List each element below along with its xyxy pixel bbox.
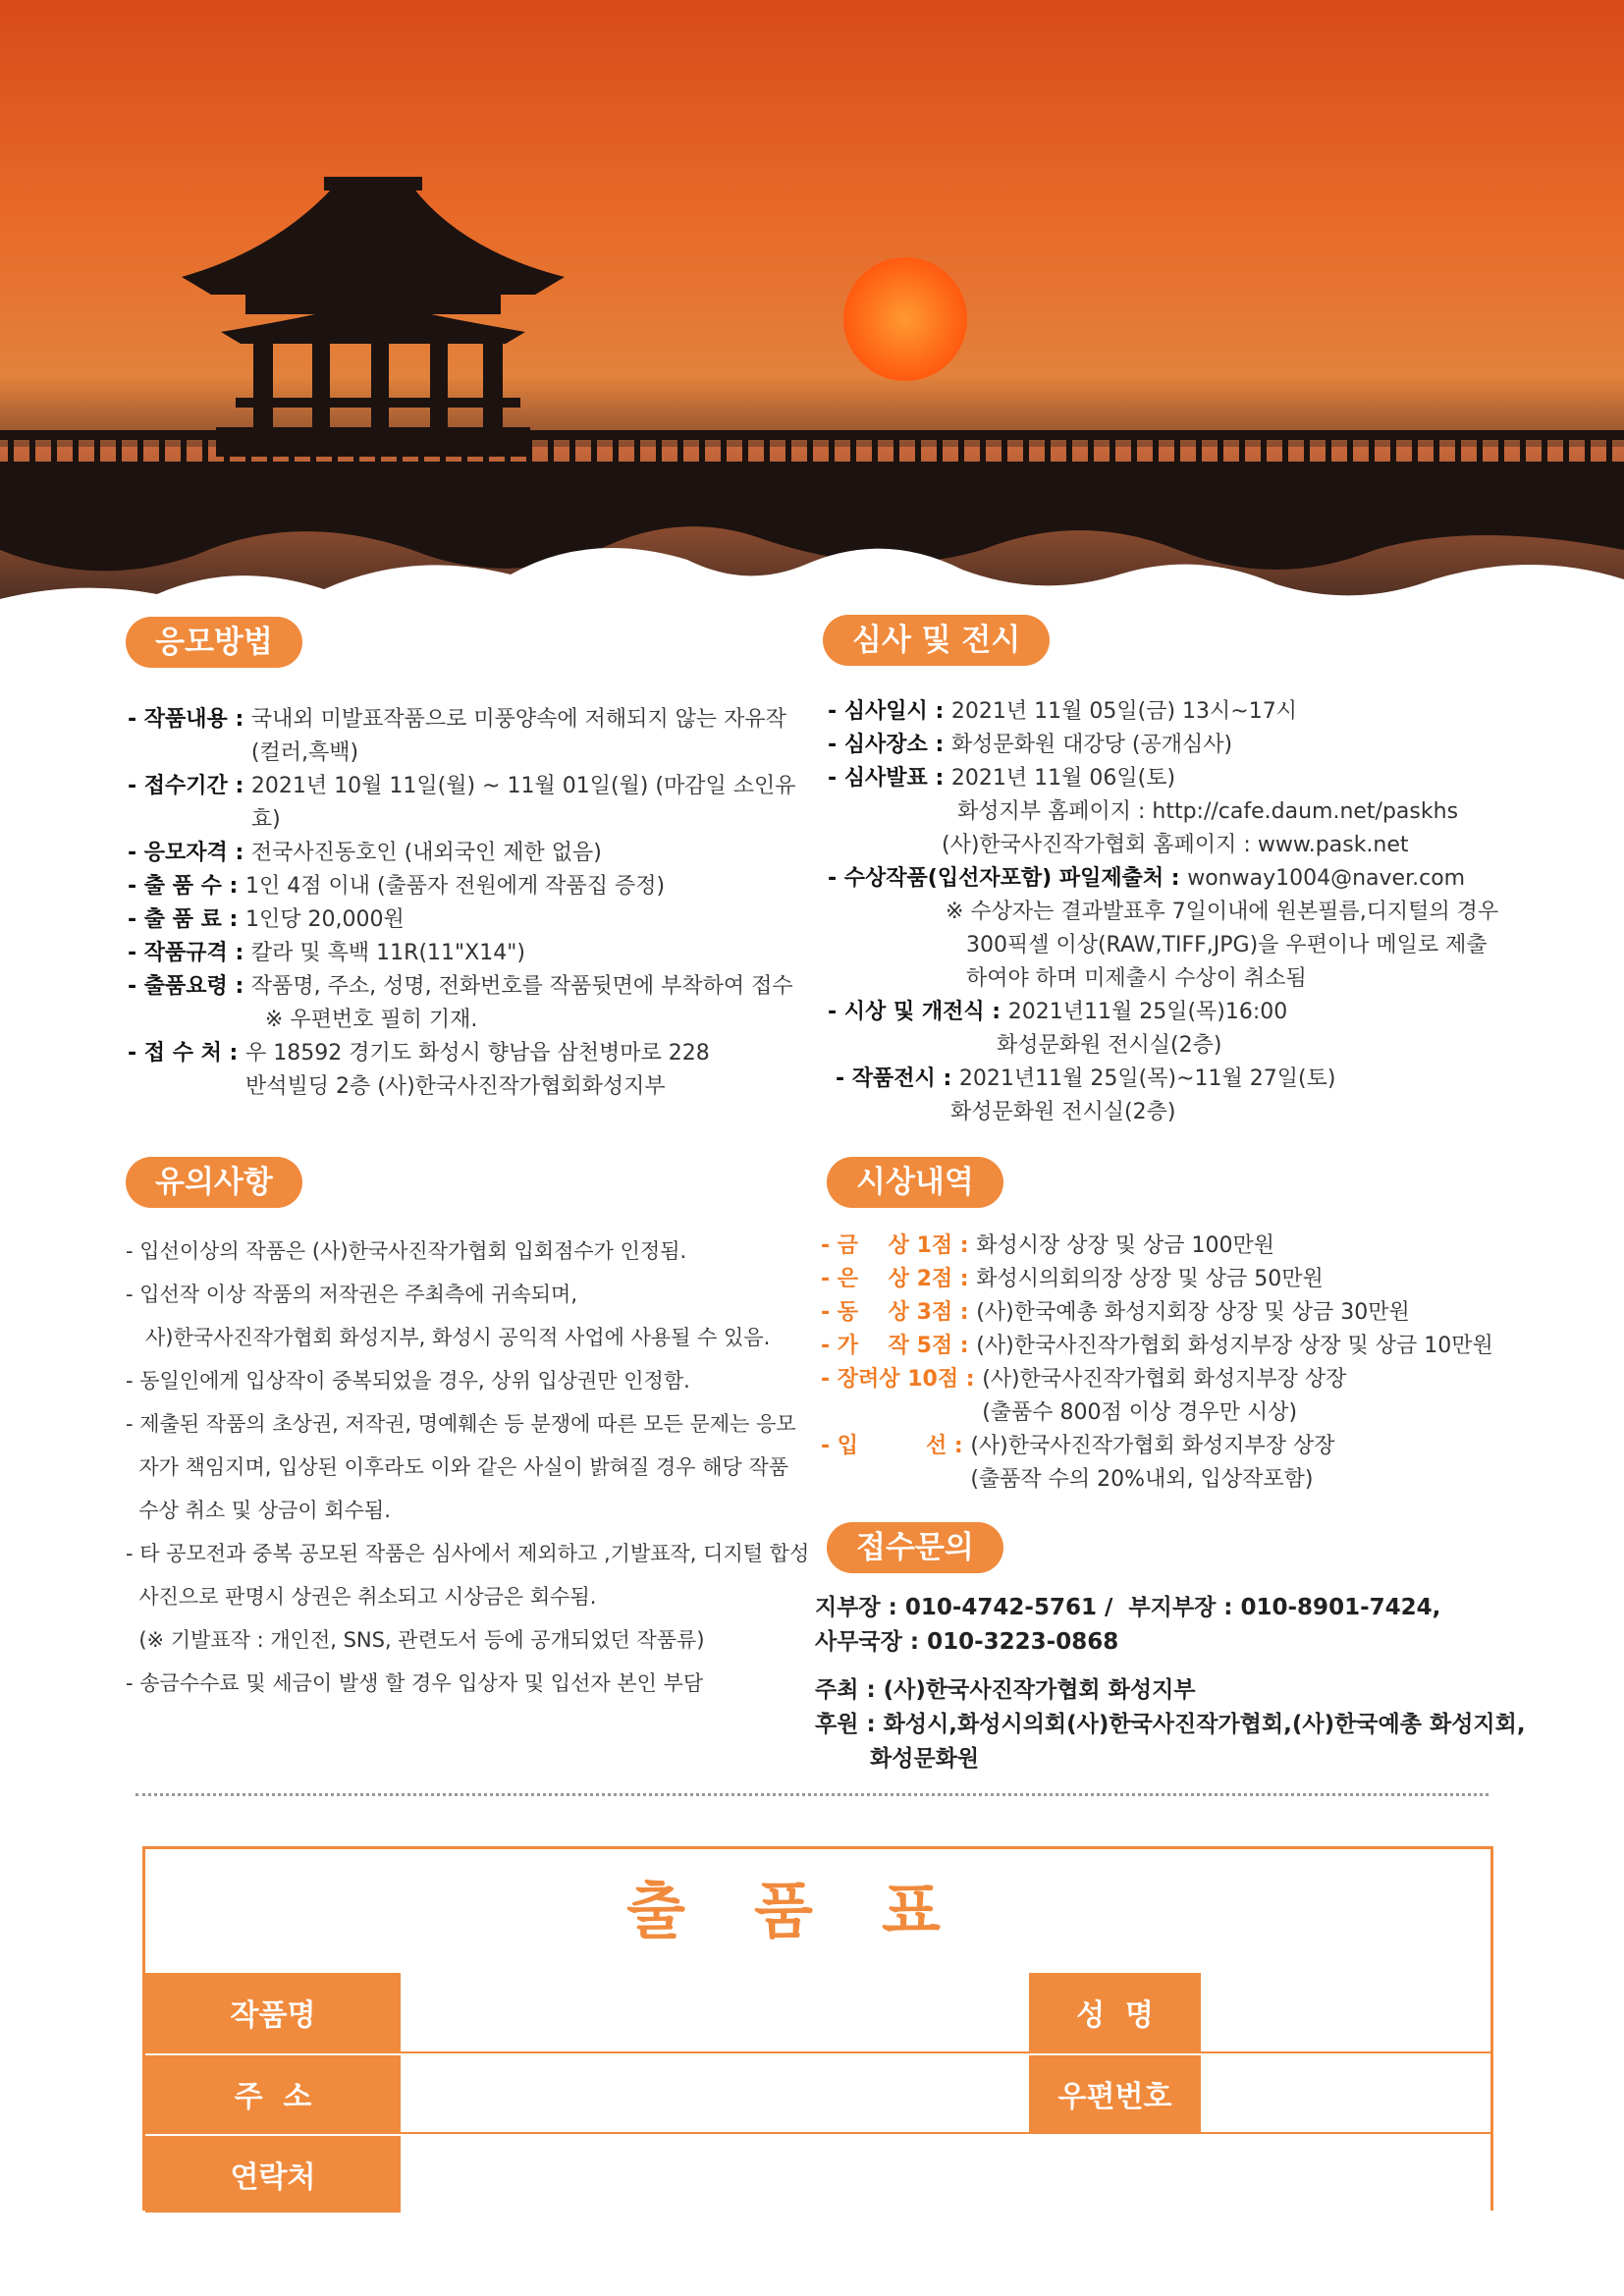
- inquiry-contacts: [815, 1591, 1526, 1777]
- awards-list: [821, 1230, 1547, 1497]
- railing-post: [418, 432, 424, 491]
- form-title: 출품표: [626, 1875, 1009, 1946]
- apply-item-row: [128, 937, 815, 970]
- file-submit-row: [828, 862, 1535, 896]
- award-item-row: [821, 1230, 1547, 1263]
- name-label: 성 명: [1029, 1973, 1201, 2051]
- railing-post: [267, 432, 273, 491]
- apply-item-value: 우 18592 경기도 화성시 향남읍 삼천병마로 228 반석빌딩 2층 (사)한국사진작가협회화성지부: [244, 1041, 710, 1099]
- entry-form: [142, 1846, 1493, 2211]
- judging-item-label: - 심사장소 :: [828, 733, 951, 757]
- railing-post: [116, 432, 122, 491]
- exhibition-place: 화성문화원 전시실(2층): [950, 1100, 1176, 1124]
- phone-label: 연락처: [145, 2134, 401, 2213]
- address-field[interactable]: [401, 2053, 1029, 2132]
- railing-post: [850, 432, 856, 491]
- award-item-label: - 장려상 10점 :: [821, 1367, 983, 1392]
- railing-post: [785, 432, 791, 491]
- judging-site-2: (사)한국사진작가협회 홈페이지 : www.pask.net: [942, 833, 1409, 857]
- form-grid: [145, 1973, 1490, 2213]
- judging-item-value: 화성문화원 대강당 (공개심사): [950, 733, 1233, 757]
- note-line: 수상 취소 및 상금이 회수됨.: [126, 1499, 391, 1522]
- railing-post: [915, 432, 921, 491]
- award-item-value: (사)한국사진작가협회 화성지부장 상장 (출품수 800점 이상 경우만 시상): [982, 1367, 1347, 1425]
- railing-post: [548, 432, 554, 491]
- exhibition-label: - 작품전시 :: [836, 1066, 959, 1091]
- railing-post: [1542, 432, 1547, 491]
- railing-post: [94, 432, 100, 491]
- railing-post: [181, 432, 187, 491]
- award-item-value: (사)한국사진작가협회 화성지부장 상장 (출품작 수의 20%내외, 입상작포함): [970, 1434, 1335, 1492]
- railing-post: [1153, 432, 1159, 491]
- apply-item-value: 1인 4점 이내 (출품자 전원에게 작품집 증정): [244, 874, 666, 899]
- award-item-label: - 은 상 2점 :: [821, 1267, 977, 1291]
- railing-post: [807, 432, 813, 491]
- award-item-row: [821, 1430, 1547, 1497]
- note-line: - 동일인에게 입상작이 중복되었을 경우, 상위 입상권만 인정함.: [126, 1369, 690, 1393]
- railing-post: [634, 432, 640, 491]
- award-item-row: [821, 1296, 1547, 1330]
- work-name-field[interactable]: [401, 1973, 1029, 2051]
- sunset-pavilion-image: [0, 0, 1624, 629]
- railing-post: [1066, 432, 1072, 491]
- railing-post: [224, 432, 230, 491]
- form-row-work: [145, 1973, 1490, 2051]
- railing-post: [1390, 432, 1396, 491]
- award-item-value: 화성시장 상장 및 상금 100만원: [976, 1233, 1275, 1258]
- railing-post: [505, 432, 511, 491]
- judging-site-1: 화성지부 홈페이지 : http://cafe.daum.net/paskhs: [944, 799, 1459, 824]
- note-line: - 제출된 작품의 초상권, 저작권, 명예훼손 등 분쟁에 따른 모든 문제는 응모: [126, 1412, 796, 1436]
- apply-item-value: 전국사진동호인 (내외국인 제한 없음): [250, 841, 602, 865]
- ceremony-value: 2021년11월 25일(목)16:00: [1007, 1000, 1288, 1024]
- note-line: (※ 기발표작 : 개인전, SNS, 관련도서 등에 공개되었던 작품류): [126, 1628, 705, 1652]
- railing-post: [1174, 432, 1180, 491]
- ceremony-row: [828, 996, 1535, 1029]
- railing-post: [29, 432, 35, 491]
- note-line: - 타 공모전과 중복 공모된 작품은 심사에서 제외하고 ,기발표작, 디지털 합성: [126, 1542, 810, 1565]
- work-name-label: 작품명: [145, 1973, 401, 2051]
- railing-post: [1110, 432, 1115, 491]
- apply-item-value: 1인당 20,000원: [244, 907, 405, 932]
- exhibition-row: [828, 1063, 1535, 1096]
- railing-post: [958, 432, 964, 491]
- file-note-2: 300픽셀 이상(RAW,TIFF,JPG)을 우편이나 메일로 제출: [946, 933, 1488, 957]
- apply-item-label: - 출 품 료 :: [128, 907, 245, 932]
- section-title-apply: 응모방법: [126, 617, 302, 668]
- apply-item-value: 2021년 10월 11일(월) ~ 11월 01일(월) (마감일 소인유효): [250, 774, 796, 832]
- award-item-row: [821, 1263, 1547, 1296]
- judging-item-label: - 심사일시 :: [828, 699, 951, 724]
- railing-post: [677, 432, 683, 491]
- section-title-inquiry: 접수문의: [827, 1522, 1003, 1573]
- note-line: 자가 책임지며, 입상된 이후라도 이와 같은 사실이 밝혀질 경우 해당 작품: [126, 1455, 789, 1479]
- judging-item-row: [828, 762, 1535, 795]
- railing-post: [1434, 432, 1439, 491]
- award-item-label: - 가 작 5점 :: [821, 1334, 977, 1358]
- railing-post: [397, 432, 403, 491]
- note-line: - 입선작 이상 작품의 저작권은 주최측에 귀속되며,: [126, 1283, 578, 1306]
- railing-post: [310, 432, 316, 491]
- award-item-value: 화성시의회의장 상장 및 상금 50만원: [976, 1267, 1324, 1291]
- award-item-value: (사)한국예총 화성지회장 상장 및 상금 30만원: [976, 1300, 1410, 1325]
- judging-item-value: 2021년 11월 06일(토): [950, 766, 1176, 791]
- file-note-3: 하여야 하며 미제출시 수상이 취소됨: [946, 966, 1307, 991]
- sponsor-line-1: 후원 : 화성시,화성시의회(사)한국사진작가협회,(사)한국예총 화성지회,: [815, 1712, 1526, 1737]
- note-line: 사)한국사진작가협회 화성지부, 화성시 공익적 사업에 사용될 수 있음.: [126, 1326, 771, 1349]
- railing-post: [656, 432, 662, 491]
- address-label: 주 소: [145, 2053, 401, 2132]
- railing-post: [1239, 432, 1245, 491]
- note-line: - 입선이상의 작품은 (사)한국사진작가협회 입회점수가 인정됨.: [126, 1239, 687, 1263]
- zip-label: 우편번호: [1029, 2053, 1201, 2132]
- railing-post: [1282, 432, 1288, 491]
- zip-field[interactable]: [1201, 2053, 1490, 2132]
- apply-item-row: [128, 703, 815, 770]
- apply-item-label: - 출 품 수 :: [128, 874, 245, 899]
- railing-post: [245, 432, 251, 491]
- railing-post: [375, 432, 381, 491]
- railing-post: [1498, 432, 1504, 491]
- railing-post: [353, 432, 359, 491]
- apply-item-row: [128, 770, 815, 837]
- railing-post: [440, 432, 446, 491]
- judging-item-value: 2021년 11월 05일(금) 13시~17시: [950, 699, 1297, 724]
- apply-item-value: 칼라 및 흑백 11R(11"X14"): [250, 941, 525, 965]
- railing-post: [137, 432, 143, 491]
- railing-post: [1218, 432, 1223, 491]
- award-item-row: [821, 1363, 1547, 1430]
- apply-item-label: - 접수기간 :: [128, 774, 251, 798]
- apply-item-label: - 출품요령 :: [128, 974, 251, 999]
- railing-post: [1455, 432, 1461, 491]
- apply-item-row: [128, 903, 815, 937]
- contact-line-2: 사무국장 : 010-3223-0868: [815, 1629, 1119, 1655]
- sponsor-line-2: 화성문화원: [815, 1746, 980, 1772]
- award-item-label: - 입 선 :: [821, 1434, 971, 1458]
- apply-item-value: 작품명, 주소, 성명, 전화번호를 작품뒷면에 부착하여 접수 ※ 우편번호 필히 기재.: [250, 974, 793, 1032]
- railing-post: [699, 432, 705, 491]
- railing-post: [526, 432, 532, 491]
- judging-item-row: [828, 729, 1535, 762]
- railing-post: [937, 432, 943, 491]
- apply-item-row: [128, 870, 815, 903]
- section-title-awards: 시상내역: [827, 1157, 1003, 1208]
- phone-field[interactable]: [401, 2134, 1490, 2213]
- apply-item-label: - 작품규격 :: [128, 941, 251, 965]
- form-row-address: [145, 2051, 1490, 2132]
- railing-post: [1563, 432, 1569, 491]
- railing-post: [461, 432, 467, 491]
- host-line: 주최 : (사)한국사진작가협회 화성지부: [815, 1677, 1196, 1703]
- form-row-phone: [145, 2132, 1490, 2213]
- railing-post: [1261, 432, 1267, 491]
- railing-post: [1196, 432, 1202, 491]
- railing-post: [51, 432, 57, 491]
- railing-post: [483, 432, 489, 491]
- railing-post: [1606, 432, 1612, 491]
- railing-post: [872, 432, 878, 491]
- note-line: - 송금수수료 및 세금이 발생 할 경우 입상자 및 입선자 본인 부담: [126, 1671, 704, 1695]
- railing-post: [829, 432, 835, 491]
- contact-line-1: 지부장 : 010-4742-5761 / 부지부장 : 010-8901-7424,: [815, 1595, 1441, 1620]
- award-item-label: - 금 상 1점 :: [821, 1233, 977, 1258]
- apply-details: [128, 703, 815, 1104]
- award-item-row: [821, 1330, 1547, 1363]
- railing-post: [1369, 432, 1375, 491]
- file-submit-email: wonway1004@naver.com: [1187, 866, 1466, 891]
- apply-item-label: - 응모자격 :: [128, 841, 251, 865]
- apply-item-row: [128, 1037, 815, 1104]
- section-title-judging: 심사 및 전시: [823, 615, 1050, 666]
- railing-post: [1045, 432, 1051, 491]
- railing-post: [8, 432, 14, 491]
- railing-post: [1131, 432, 1137, 491]
- railing-post: [73, 432, 79, 491]
- apply-item-label: - 접 수 처 :: [128, 1041, 245, 1066]
- railing-post: [202, 432, 208, 491]
- file-submit-label: - 수상작품(입선자포함) 파일제출처 :: [828, 866, 1188, 891]
- apply-item-label: - 작품내용 :: [128, 707, 251, 732]
- railing-post: [893, 432, 899, 491]
- railing-post: [1023, 432, 1029, 491]
- railing-post: [764, 432, 770, 491]
- railing-post: [591, 432, 597, 491]
- railing-post: [1347, 432, 1353, 491]
- section-title-notes: 유의사항: [126, 1157, 302, 1208]
- name-field[interactable]: [1201, 1973, 1490, 2051]
- judging-item-row: [828, 695, 1535, 729]
- railing-post: [742, 432, 748, 491]
- railing-post: [289, 432, 295, 491]
- apply-item-row: [128, 970, 815, 1037]
- apply-item-value: 국내외 미발표작품으로 미풍양속에 저해되지 않는 자유작 (컬러,흑백): [250, 707, 786, 765]
- note-line: 사진으로 판명시 상권은 취소되고 시상금은 회수됨.: [126, 1585, 597, 1609]
- notes-list: [126, 1230, 813, 1705]
- railing-post: [159, 432, 165, 491]
- judging-details: [828, 695, 1535, 1129]
- railing-post: [1585, 432, 1591, 491]
- judging-item-label: - 심사발표 :: [828, 766, 951, 791]
- ceremony-label: - 시상 및 개전식 :: [828, 1000, 1008, 1024]
- hero-photo: [0, 0, 1624, 629]
- apply-item-row: [128, 837, 815, 870]
- railing-post: [1477, 432, 1483, 491]
- cut-line-divider: [135, 1793, 1489, 1796]
- railing-post: [980, 432, 986, 491]
- ceremony-place: 화성문화원 전시실(2층): [997, 1033, 1222, 1058]
- railing-post: [1412, 432, 1418, 491]
- file-note-1: ※ 수상자는 결과발표후 7일이내에 원본필름,디지털의 경우: [946, 900, 1499, 924]
- exhibition-value: 2021년11월 25일(목)~11월 27일(토): [958, 1066, 1336, 1091]
- railing-post: [1304, 432, 1310, 491]
- railing-post: [1001, 432, 1007, 491]
- railing-post: [1520, 432, 1526, 491]
- award-item-value: (사)한국사진작가협회 화성지부장 상장 및 상금 10만원: [976, 1334, 1493, 1358]
- railing-post: [613, 432, 619, 491]
- award-item-label: - 동 상 3점 :: [821, 1300, 977, 1325]
- railing-post: [569, 432, 575, 491]
- railing-post: [1326, 432, 1331, 491]
- railing-post: [721, 432, 727, 491]
- railing-post: [1088, 432, 1094, 491]
- railing-post: [332, 432, 338, 491]
